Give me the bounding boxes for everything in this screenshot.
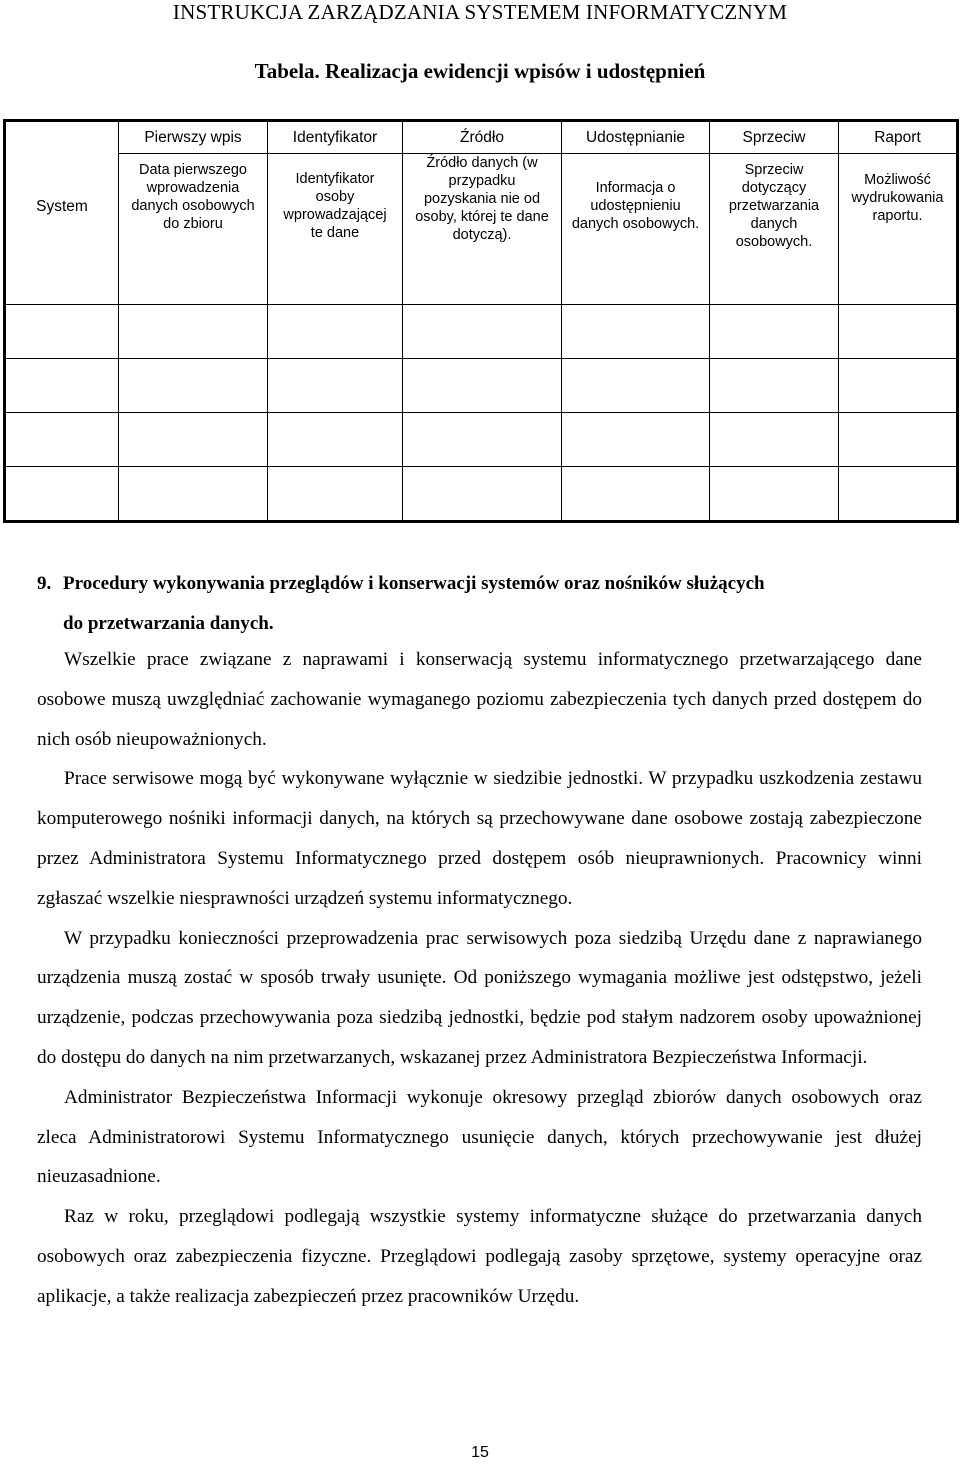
- col-header-source: Źródło: [403, 121, 562, 154]
- desc-sharing: Informacja o udostępnieniu danych osobowych.: [562, 154, 710, 305]
- desc-source: Źródło danych (w przypadku pozyskania nie od osoby, której te dane dotyczą).: [403, 154, 562, 305]
- section-number: 9.: [37, 573, 52, 594]
- desc-first-entry: Data pierwszego wprowadzenia danych osobowych do zbioru: [119, 154, 268, 305]
- table-header-row: [5, 121, 958, 154]
- col-header-objection: Sprzeciw: [710, 121, 839, 154]
- table-description-row: [5, 154, 958, 305]
- paragraph: Administrator Bezpieczeństwa Informacji wykonuje okresowy przegląd zbiorów danych osobowych oraz zleca Administratorowi Systemu Informatycznego usunięcie danych, których przechowywanie jest dłużej nieuzasadnione.: [37, 1086, 922, 1188]
- desc-identifier: Identyfikator osoby wprowadzającej te dane: [268, 154, 403, 305]
- desc-report: Możliwość wydrukowania raportu.: [839, 154, 958, 305]
- section-title-line-2: do przetwarzania danych.: [63, 613, 274, 634]
- col-header-sharing: Udostępnianie: [562, 121, 710, 154]
- records-table: [3, 119, 959, 523]
- table-row: [5, 467, 958, 522]
- col-header-identifier: Identyfikator: [268, 121, 403, 154]
- table-caption: Tabela. Realizacja ewidencji wpisów i udostępnień: [254, 59, 706, 83]
- table-row: [5, 305, 958, 359]
- col-header-first-entry: Pierwszy wpis: [119, 121, 268, 154]
- section-title-line-1: Procedury wykonywania przeglądów i konserwacji systemów oraz nośników służących: [63, 573, 765, 594]
- desc-objection: Sprzeciw dotyczący przetwarzania danych osobowych.: [710, 154, 839, 305]
- page-number: 15: [471, 1444, 489, 1461]
- paragraph: Wszelkie prace związane z naprawami i konserwacją systemu informatycznego przetwarzającego dane osobowe muszą uwzględniać zachowanie wymaganego poziomu zabezpieczenia tych danych przed dostępem do nich osób nieupoważnionych.: [37, 649, 922, 750]
- table-row: [5, 413, 958, 467]
- paragraph: Prace serwisowe mogą być wykonywane wyłącznie w siedzibie jednostki. W przypadku uszkodzenia zestawu komputerowego nośniki informacji danych, na których są przechowywane dane osobowe zostają zabezpieczone przez Administratora Systemu Informatycznego przed dostępem osób nieuprawnionych. Pracownicy winni zgłaszać wszelkie niesprawności urządzeń systemu informatycznego.: [37, 768, 922, 909]
- paragraph: Raz w roku, przeglądowi podlegają wszystkie systemy informatyczne służące do przetwarzania danych osobowych oraz zabezpieczenia fizyczne. Przeglądowi podlegają zasoby sprzętowe, systemy operacyjne oraz aplikacje, a także realizacja zabezpieczeń przez pracowników Urzędu.: [37, 1206, 922, 1307]
- paragraph: W przypadku konieczności przeprowadzenia prac serwisowych poza siedzibą Urzędu dane z naprawianego urządzenia muszą zostać w sposób trwały usunięte. Od poniższego wymagania możliwe jest odstępstwo, jeżeli urządzenie, podczas przechowywania poza siedzibą jednostki, będzie pod stałym nadzorem osoby upoważnionej do dostępu do danych na nim przetwarzanych, wskazanej przez Administratora Bezpieczeństwa Informacji.: [37, 927, 922, 1068]
- section-heading: [37, 564, 922, 644]
- running-header: INSTRUKCJA ZARZĄDZANIA SYSTEMEM INFORMATYCZNYM: [172, 0, 788, 24]
- table-row: [5, 359, 958, 413]
- system-label: System: [5, 121, 119, 305]
- body-text: [37, 640, 922, 1317]
- col-header-report: Raport: [839, 121, 958, 154]
